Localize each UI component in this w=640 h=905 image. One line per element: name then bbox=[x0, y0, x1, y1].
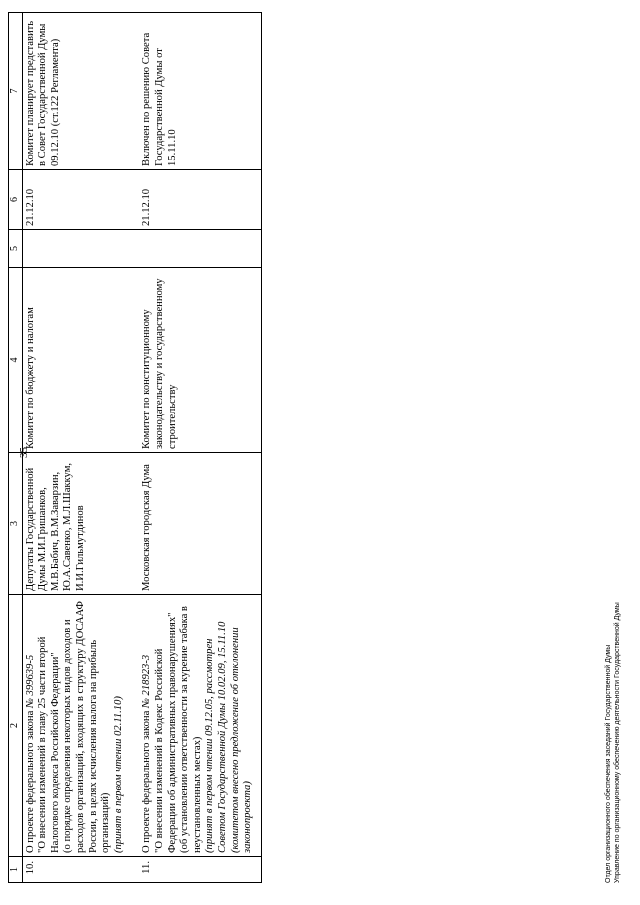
column-header-2: 2 bbox=[9, 595, 23, 857]
bill-title: О проекте федерального закона bbox=[24, 710, 36, 853]
column-header-5: 5 bbox=[9, 230, 23, 268]
row-number: 10. bbox=[22, 857, 129, 883]
bill-registration-number: № 218923-3 bbox=[141, 654, 153, 709]
table-row bbox=[22, 13, 129, 883]
column-number-header-row bbox=[9, 13, 23, 883]
footer-line-1: Отдел организационного обеспечения заседаний Государственной Думы bbox=[605, 644, 612, 883]
bill-subject: (об установлении ответственности за курение табака в неустановленных местах) bbox=[179, 606, 203, 853]
bill-name: "О внесении изменений в Кодекс Российской Федерации об административных правонарушениях" bbox=[153, 612, 178, 853]
column-5-cell bbox=[22, 230, 129, 268]
note-cell: Комитет планирует представить в Совет Государственной Думы 09.12.10 (ст.122 Регламента) bbox=[22, 13, 129, 170]
bills-table bbox=[8, 12, 262, 883]
footer bbox=[604, 602, 622, 883]
bill-title: О проекте федерального закона bbox=[141, 710, 153, 853]
committee-cell: Комитет по бюджету и налогам bbox=[22, 268, 129, 453]
column-header-6: 6 bbox=[9, 170, 23, 230]
footer-line-2: Управление по организационному обеспечению деятельности Государственной Думы bbox=[614, 602, 621, 883]
column-header-1: 1 bbox=[9, 857, 23, 883]
bill-description-cell bbox=[22, 595, 129, 857]
table-bottom-border bbox=[259, 13, 262, 883]
column-5-cell bbox=[139, 230, 258, 268]
initiator-cell: Московская городская Дума bbox=[139, 453, 258, 595]
bill-name: "О внесении изменений в главу 25 части второй Налогового кодекса Российской Федерации" bbox=[37, 636, 61, 853]
column-header-4: 4 bbox=[9, 268, 23, 453]
bill-registration-number: № 399639-5 bbox=[24, 654, 36, 709]
row-spacer bbox=[129, 13, 139, 883]
bill-status: (принят в первом чтении 02.11.10) bbox=[112, 696, 124, 853]
note-cell: Включен по решению Совета Государственной Думы от 15.11.10 bbox=[139, 13, 258, 170]
date-cell: 21.12.10 bbox=[139, 170, 258, 230]
date-cell: 21.12.10 bbox=[22, 170, 129, 230]
table-row bbox=[139, 13, 258, 883]
row-number: 11. bbox=[139, 857, 258, 883]
column-header-3: 3 bbox=[9, 453, 23, 595]
bill-description-cell bbox=[139, 595, 258, 857]
committee-cell: Комитет по конституционному законодательству и государственному строительству bbox=[139, 268, 258, 453]
bill-subject: (о порядке определения некоторых видов доходов и расходов организаций, входящих в структуру ДОСААФ России, в целях исчисления налога на прибыль организаций) bbox=[62, 601, 112, 853]
column-header-7: 7 bbox=[9, 13, 23, 170]
bill-status: (принят в первом чтении 09.12.05, рассмотрен Советом Государственной Думы 10.02.09, 15.11.10 (комитетом внесено предложение об отклонении законопроекта) bbox=[204, 621, 254, 853]
initiator-cell: Депутаты Государственной Думы М.И.Гришанков, М.В.Бабич, В.М.Заварзин, Ю.А.Савенко, М.Л.Шаккум, И.И.Гильмутдинов bbox=[22, 453, 129, 595]
page-number: 35 bbox=[18, 447, 30, 458]
